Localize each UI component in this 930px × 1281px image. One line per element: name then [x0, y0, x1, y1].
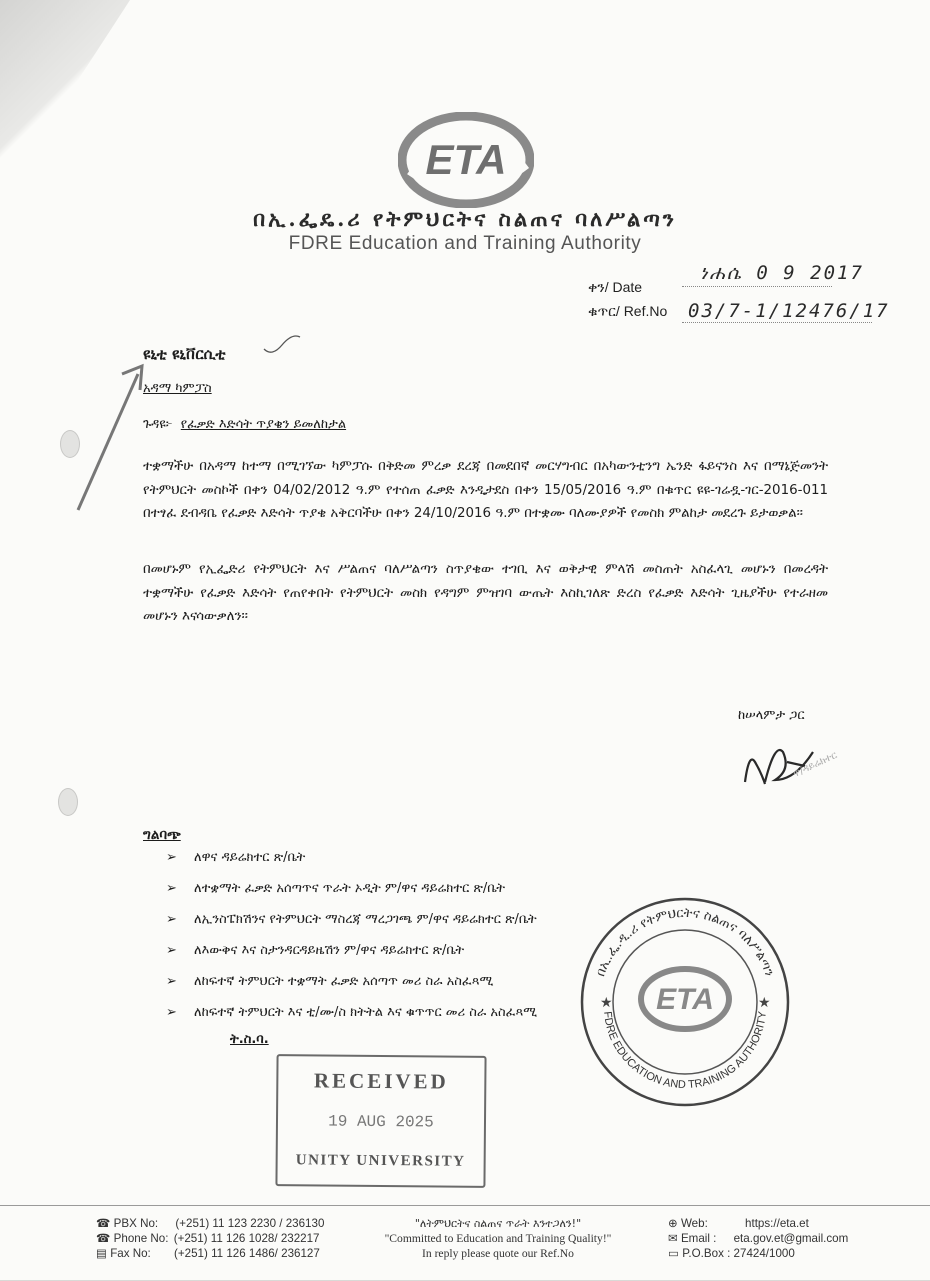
- contact-phones: ☎ PBX No: (+251) 11 123 2230 / 236130 ☎ Phone No: (+251) 11 126 1028/ 232217 ▤ Fax No: (+251) 11 126 1486/ 236127: [96, 1217, 325, 1260]
- received-stamp: [275, 1054, 486, 1188]
- official-seal: [578, 895, 792, 1109]
- svg-text:FDRE EDUCATION AND TRAINING AU: FDRE EDUCATION AND TRAINING AUTHORITY: [601, 1010, 769, 1092]
- svg-text:ETA: ETA: [425, 136, 507, 183]
- arrow-bullet-icon: ➢: [166, 943, 177, 958]
- list-item: ➢ ለኢንስፔክሽንና የትምህርት ማስረጃ ማረጋገጫ ም/ዋና ዳይሬክተር ጽ/ቤት: [166, 912, 537, 927]
- check-mark-icon: [262, 335, 302, 357]
- arrow-bullet-icon: ➢: [166, 881, 177, 896]
- letterhead-footer: [0, 1205, 930, 1281]
- recipient-name: ዩኒቲ ዩኒቨርሲቲ: [143, 345, 226, 363]
- cc-heading: ግልባጭ: [143, 827, 181, 843]
- svg-text:★: ★: [600, 995, 613, 1011]
- punch-hole: [58, 788, 78, 816]
- recipient-campus: አዳማ ካምፓስ: [143, 381, 212, 396]
- ref-underline: [682, 322, 872, 323]
- org-name-amharic: በኢ.ፌዴ.ሪ የትምህርትና ስልጠና ባለሥልጣን: [253, 206, 677, 231]
- list-item: ➢ ለእውቅና እና ስታንዳርዳይዜሽን ም/ዋና ዳይሬክተር ጽ/ቤት: [166, 943, 465, 958]
- list-item: ➢ ለተቋማት ፈቃድ አሰጣጥና ጥራት ኦዲት ም/ዋና ዳይሬክተር ጽ/ቤት: [166, 881, 506, 896]
- phone-icon: ☎: [96, 1217, 114, 1230]
- arrow-bullet-icon: ➢: [166, 974, 177, 989]
- closing-regards: ከሠላምታ ጋር: [738, 708, 805, 723]
- cc-footer-note: ት.ስ.ባ.: [230, 1032, 269, 1047]
- svg-text:★: ★: [758, 995, 771, 1011]
- footer-motto: "ለትምህርትና ስልጠና ጥራት እንተጋለን!" "Committed to Education and Training Quality!" In reply please quote our Ref.No: [384, 1217, 612, 1260]
- arrow-bullet-icon: ➢: [166, 912, 177, 927]
- phone-icon: ☎: [96, 1232, 114, 1245]
- subject-label: ጉዳዩ፦: [143, 417, 173, 432]
- arrow-bullet-icon: ➢: [166, 850, 177, 865]
- date-value: ነሐሴ 0 9 2017: [700, 262, 864, 284]
- svg-text:ዋ/ዳይሬክተር: ዋ/ዳይሬክተር: [791, 749, 839, 780]
- ref-value: 03/7-1/12476/17: [688, 300, 890, 322]
- received-stamp-org: UNITY UNIVERSITY: [295, 1152, 466, 1170]
- body-paragraph-1: ተቋማችሁ በአዳማ ከተማ በሚገኘው ካምፓሱ በቅድመ ምረቃ ደረጃ በመደበኛ መርሃግብር በአካውንቲንግ ኤንድ ፋይናንስ እና በማኔጅመንት የትምህርት መስኮች በቀን 04/02/2012 ዓ.ም የተሰጠ ፈቃድ እንዲታደስ በቀን 15/05/2016 ዓ.ም በቁጥር ዩዩ-ገሬዷ-ገር-2016-011 በተፃፈ ደብዳቤ የፈቃድ እድሳት ጥያቄ አቅርባችሁ በቀን 24/10/2016 ዓ.ም በተቋሙ ባለሙያዎች የመስክ ምልከታ መደረጉ ይታወቃል፡፡: [143, 459, 828, 521]
- contact-web: ⊕ Web: https://eta.et ✉ Email : eta.gov.et@gmail.com ▭ P.O.Box : 27424/1000: [668, 1217, 849, 1260]
- svg-text:ETA: ETA: [656, 983, 714, 1016]
- cc-list: [166, 850, 636, 1036]
- list-item: ➢ ለከፍተኛ ትምህርት ተቋማት ፈቃድ አሰጣጥ መሪ ስራ አስፈጻሚ: [166, 974, 494, 989]
- subject-line: [143, 417, 346, 432]
- hand-drawn-arrow: [60, 360, 150, 520]
- mail-icon: ✉: [668, 1232, 681, 1245]
- mailbox-icon: ▭: [668, 1247, 683, 1260]
- signature: [735, 722, 865, 802]
- eta-logo: [398, 112, 534, 208]
- org-name-english: FDRE Education and Training Authority: [288, 233, 642, 254]
- list-item: ➢ ለዋና ዳይሬክተር ጽ/ቤት: [166, 850, 306, 865]
- date-underline: [682, 286, 832, 287]
- date-label: ቀን/ Date: [588, 279, 643, 295]
- arrow-bullet-icon: ➢: [166, 1005, 177, 1020]
- received-stamp-date: 19 AUG 2025: [328, 1112, 434, 1132]
- globe-icon: ⊕: [668, 1217, 681, 1230]
- received-stamp-title: RECEIVED: [313, 1068, 449, 1094]
- list-item: ➢ ለከፍተኛ ትምህርት እና ቲ/ሙ/ስ ክትትል እና ቁጥጥር መሪ ስራ አስፈጻሚ: [166, 1005, 538, 1020]
- ref-label: ቁጥር/ Ref.No: [588, 303, 668, 319]
- fax-icon: ▤: [96, 1247, 111, 1260]
- folded-corner: [0, 0, 130, 200]
- svg-text:በኢ.ፌ.ዲ.ሪ የትምህርትና ስልጠና ባለሥልጣን: በኢ.ፌ.ዲ.ሪ የትምህርትና ስልጠና ባለሥልጣን: [593, 905, 777, 979]
- body-paragraph-2: በመሆኑም የኢፌድሪ የትምህርት እና ሥልጠና ባለሥልጣን ስጥያቄው ተገቢ እና ወቅታዊ ምላሽ መስጠት አስፈላጊ መሆኑን በመረዳት ተቋማችሁ የፈቃድ እድሳት የጠየቀበት የትምህርት መስክ የዳግም ምዝገባ ውጤት እስኪገለጽ ድረስ የፈቃድ እድሳት ጊዜያችሁ የተራዘመ መሆኑን እናሳውቃለን፡፡: [143, 562, 828, 624]
- subject-text: የፈቃድ እድሳት ጥያቄን ይመለከታል: [180, 417, 347, 432]
